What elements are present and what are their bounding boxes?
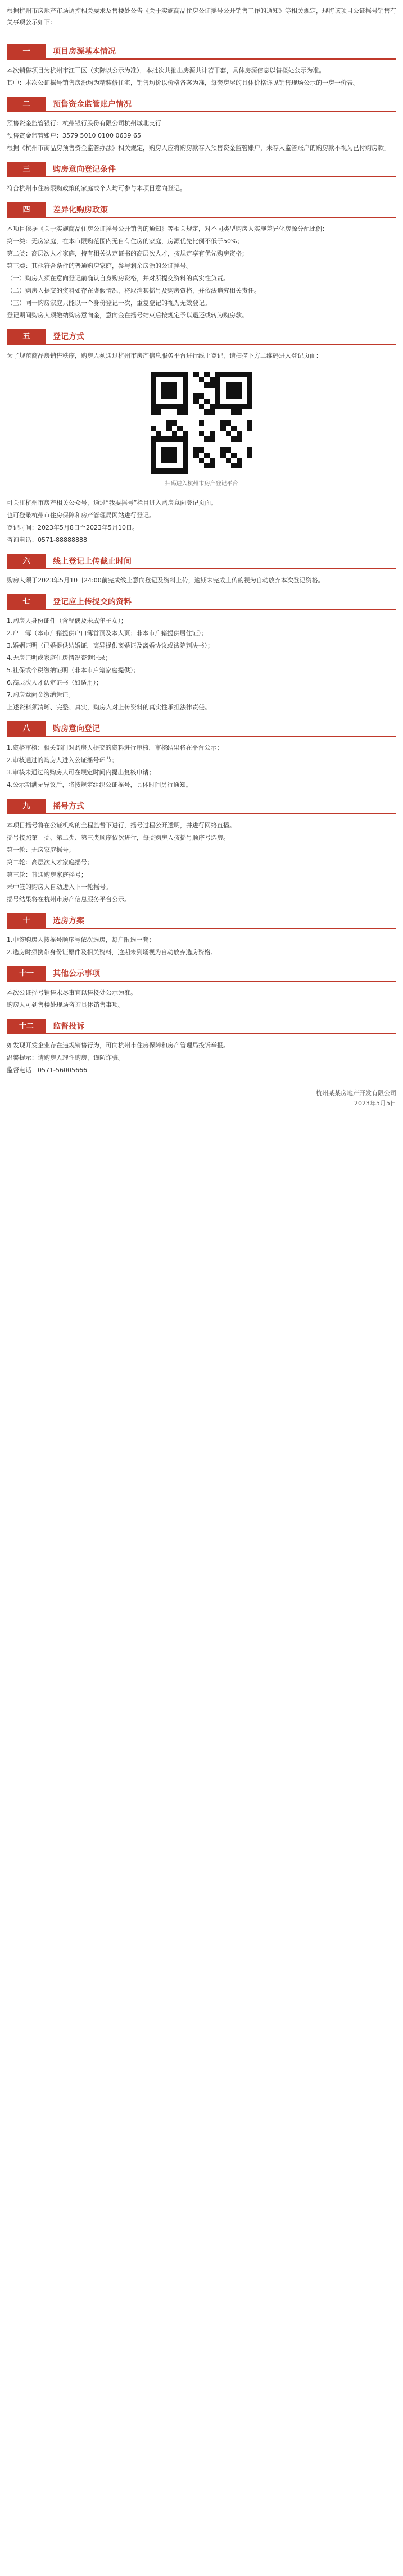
section-title: 登记应上传提交的资料 <box>46 594 396 610</box>
section-paragraph: 预售资金监管银行：杭州银行股份有限公司杭州城北支行 <box>7 120 161 127</box>
section-3 <box>7 162 396 194</box>
section-paragraph: 3.审核未通过的购房人可在规定时间内提出复核申请； <box>7 769 155 776</box>
section-paragraph: 温馨提示：请购房人理性购房，谨防诈骗。 <box>7 1054 124 1061</box>
section-header <box>7 202 396 218</box>
intro-paragraph: 根据杭州市房地产市场调控相关要求及售楼处公告《关于实施商品住房公证摇号公开销售工作的通知》等相关规定，现将该项目公证摇号销售有关事项公示如下： <box>7 7 396 26</box>
section-number: 八 <box>7 721 46 737</box>
section-paragraph: 上述资料须清晰、完整、真实，购房人对上传资料的真实性承担法律责任。 <box>7 704 211 711</box>
section-header <box>7 966 396 982</box>
section-paragraph: 为了规范商品房销售秩序，购房人须通过杭州市房产信息服务平台进行线上登记，请扫描下方二维码进入登记页面： <box>7 352 322 359</box>
section-paragraph: （二）购房人提交的资料如存在虚假情况，将取消其摇号及购房资格，并依法追究相关责任。 <box>7 287 260 294</box>
section-header <box>7 721 396 737</box>
section-number: 十 <box>7 913 46 929</box>
section-paragraph: 根据《杭州市商品房预售资金监管办法》相关规定，购房人应将购房款存入预售资金监管账户，未存入监管账户的购房款不视为已付购房款。 <box>7 144 390 152</box>
footer-company: 杭州某某房地产开发有限公司 <box>316 1089 396 1097</box>
section-title: 选房方案 <box>46 913 396 929</box>
section-paragraph: 第一类：无房家庭，在本市限购范围内无自有住房的家庭，房源优先比例不低于50%； <box>7 238 243 245</box>
section-title: 登记方式 <box>46 329 396 345</box>
section-paragraph: 3.婚姻证明（已婚提供结婚证，离异提供离婚证及离婚协议或法院判决书）； <box>7 642 214 649</box>
section-paragraph: 2.选房时须携带身份证原件及相关资料，逾期未到场视为自动放弃选房资格。 <box>7 949 217 956</box>
section-title: 线上登记上传截止时间 <box>46 554 396 569</box>
section-10 <box>7 913 396 958</box>
section-paragraph: 1.购房人身份证件（含配偶及未成年子女）； <box>7 617 127 624</box>
section-title: 差异化购房政策 <box>46 202 396 218</box>
qr-code-icon[interactable] <box>148 370 255 476</box>
section-title: 预售资金监管账户情况 <box>46 97 396 112</box>
section-paragraph: 本项目依据《关于实施商品住房公证摇号公开销售的通知》等相关规定，对不同类型购房人实施差异化房源分配比例： <box>7 225 328 232</box>
footer-date: 2023年5月5日 <box>354 1100 396 1107</box>
section-paragraph: 第一轮：无房家庭摇号； <box>7 846 75 854</box>
section-9 <box>7 799 396 905</box>
section-header <box>7 44 396 60</box>
section-title: 监督投诉 <box>46 1019 396 1034</box>
section-paragraph: 1.中签购房人按摇号顺序号依次选房，每户限选一套； <box>7 936 155 943</box>
section-paragraph: 未中签的购房人自动进入下一轮摇号。 <box>7 883 112 891</box>
section-12 <box>7 1019 396 1076</box>
section-paragraph: 符合杭州市住房限购政策的家庭或个人均可参与本项目意向登记。 <box>7 185 186 192</box>
section-paragraph: 4.无房证明或家庭住房情况查询记录； <box>7 654 112 662</box>
section-paragraph: 摇号按照第一类、第二类、第三类顺序依次进行，每类购房人按摇号顺序号选房。 <box>7 834 229 841</box>
section-paragraph: 摇号结果将在杭州市房产信息服务平台公示。 <box>7 896 130 903</box>
section-number: 十二 <box>7 1019 46 1034</box>
section-number: 六 <box>7 554 46 569</box>
section-paragraph: （一）购房人须在意向登记前确认自身购房资格，并对所提交资料的真实性负责。 <box>7 275 229 282</box>
section-number: 四 <box>7 202 46 218</box>
section-11 <box>7 966 396 1011</box>
section-paragraph: 第三类：其他符合条件的普通购房家庭，参与剩余房源的公证摇号。 <box>7 262 192 270</box>
section-number: 九 <box>7 799 46 814</box>
section-4 <box>7 202 396 321</box>
section-title: 摇号方式 <box>46 799 396 814</box>
section-paragraph: 预售资金监管账户：3579 5010 0100 0639 65 <box>7 132 141 139</box>
section-paragraph: 咨询电话：0571-88888888 <box>7 536 87 544</box>
qr-code-block[interactable] <box>7 370 396 490</box>
section-paragraph: 登记期间购房人须缴纳购房意向金，意向金在摇号结束后按规定予以退还或转为购房款。 <box>7 312 248 319</box>
section-paragraph: 本次公证摇号销售未尽事宜以售楼处公示为准。 <box>7 989 137 996</box>
section-header <box>7 1019 396 1034</box>
section-paragraph: 1.资格审核：相关部门对购房人提交的资料进行审核，审核结果将在平台公示； <box>7 744 223 751</box>
section-number: 五 <box>7 329 46 345</box>
section-paragraph: 本项目摇号将在公证机构的全程监督下进行，摇号过程公开透明，并进行网络直播。 <box>7 822 236 829</box>
section-number: 三 <box>7 162 46 177</box>
section-paragraph: 6.高层次人才认定证书（如适用）； <box>7 679 102 686</box>
section-number: 十一 <box>7 966 46 982</box>
section-title: 其他公示事项 <box>46 966 396 982</box>
section-header <box>7 554 396 569</box>
section-paragraph: 5.社保或个税缴纳证明（非本市户籍家庭提供）； <box>7 667 139 674</box>
section-number: 二 <box>7 97 46 112</box>
section-paragraph: 7.购房意向金缴纳凭证。 <box>7 691 75 699</box>
footer <box>7 1088 396 1109</box>
section-paragraph: 2.户口簿（本市户籍提供户口簿首页及本人页；非本市户籍提供居住证）； <box>7 630 207 637</box>
section-paragraph: （三）同一购房家庭只能以一个身份登记一次，重复登记的视为无效登记。 <box>7 299 211 307</box>
section-8 <box>7 721 396 791</box>
section-number: 七 <box>7 594 46 610</box>
section-number: 一 <box>7 44 46 60</box>
section-paragraph: 第三轮：普通购房家庭摇号； <box>7 871 87 878</box>
section-paragraph: 登记时间：2023年5月8日至2023年5月10日。 <box>7 524 138 531</box>
section-title: 项目房源基本情况 <box>46 44 396 60</box>
section-7 <box>7 594 396 713</box>
section-paragraph: 第二类：高层次人才家庭，持有相关认定证书的高层次人才，按规定享有优先购房资格； <box>7 250 248 257</box>
qr-caption: 扫码进入杭州市房产登记平台 <box>165 481 238 487</box>
section-header <box>7 329 396 345</box>
section-paragraph: 如发现开发企业存在违规销售行为，可向杭州市住房保障和房产管理局投诉举报。 <box>7 1042 229 1049</box>
section-paragraph: 可关注杭州市房产相关公众号，通过“我要摇号”栏目进入购房意向登记页面。 <box>7 499 218 507</box>
section-paragraph: 也可登录杭州市住房保障和房产管理局网站进行登记。 <box>7 512 155 519</box>
section-6 <box>7 554 396 586</box>
section-1 <box>7 44 396 89</box>
section-paragraph: 4.公示期满无异议后，将按规定组织公证摇号，具体时间另行通知。 <box>7 781 192 788</box>
section-paragraph: 购房人可到售楼处现场咨询具体销售事项。 <box>7 1001 124 1009</box>
section-paragraph: 购房人须于2023年5月10日24:00前完成线上意向登记及资料上传，逾期未完成上传的视为自动放弃本次登记资格。 <box>7 577 324 584</box>
announcement-page <box>0 0 403 1118</box>
section-2 <box>7 97 396 154</box>
section-header <box>7 799 396 814</box>
section-title: 购房意向登记 <box>46 721 396 737</box>
sections-container <box>7 44 396 1076</box>
section-paragraph: 本次销售项目为杭州市江干区（实际以公示为准），本批次共推出房源共计若干套，具体房源信息以售楼处公示为准。 <box>7 67 325 74</box>
section-header <box>7 97 396 112</box>
section-paragraph: 其中：本次公证摇号销售房源均为精装修住宅，销售均价以价格备案为准，每套房屋的具体价格详见销售现场公示的一房一价表。 <box>7 79 359 86</box>
section-5 <box>7 329 396 546</box>
section-header <box>7 162 396 177</box>
section-paragraph: 2.审核通过的购房人进入公证摇号环节； <box>7 756 118 764</box>
section-paragraph: 第二轮：高层次人才家庭摇号； <box>7 859 93 866</box>
section-header <box>7 594 396 610</box>
section-title: 购房意向登记条件 <box>46 162 396 177</box>
section-paragraph: 监督电话：0571-56005666 <box>7 1066 87 1074</box>
section-header <box>7 913 396 929</box>
